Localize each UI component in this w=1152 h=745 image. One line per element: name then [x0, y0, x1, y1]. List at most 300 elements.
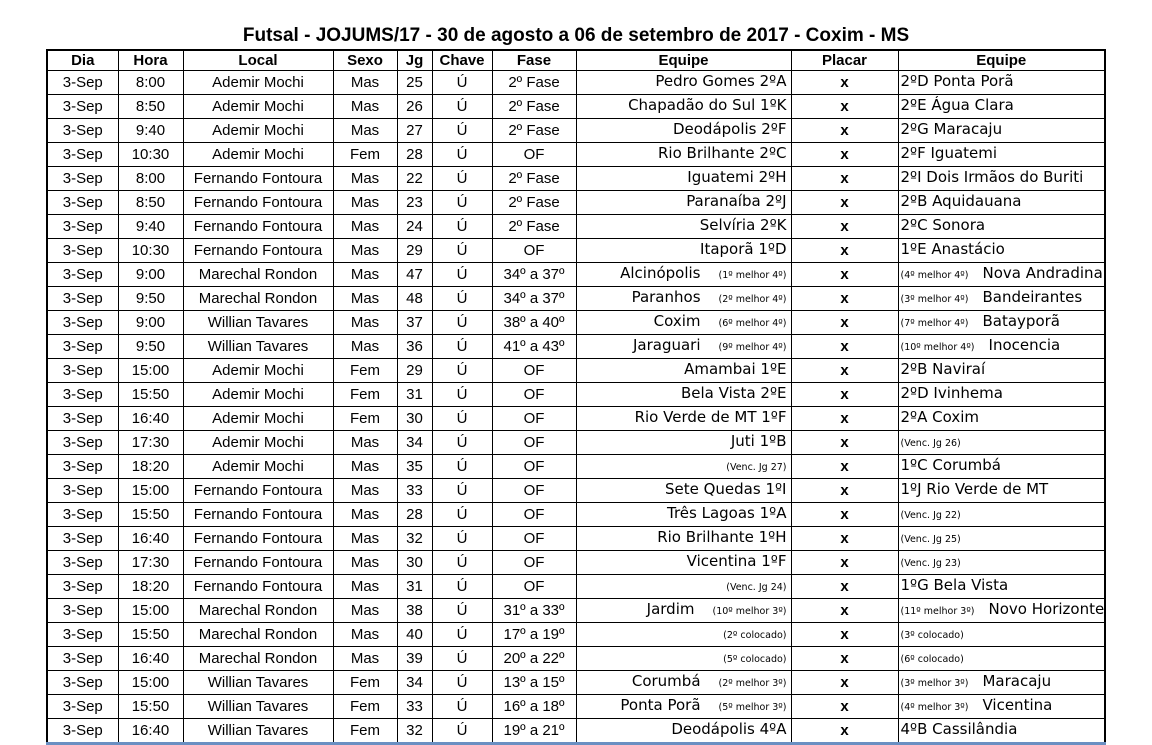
cell-chave: Ú [432, 383, 492, 407]
team-1-name: Paranaíba 2ºJ [686, 192, 787, 210]
cell-chave: Ú [432, 95, 492, 119]
team-2-name: 2ºB Naviraí [900, 360, 986, 378]
cell-local: Fernando Fontoura [183, 527, 333, 551]
cell-equipe-2 [898, 287, 1105, 311]
cell-chave: Ú [432, 215, 492, 239]
cell-fase: 20º a 22º [492, 647, 576, 671]
cell-jg: 36 [397, 335, 432, 359]
cell-sexo: Mas [333, 479, 397, 503]
cell-jg: 40 [397, 623, 432, 647]
cell-chave: Ú [432, 335, 492, 359]
cell-placar: x [791, 431, 898, 455]
team-2-seed: (4º melhor 3º) [900, 702, 969, 713]
cell-sexo: Fem [333, 359, 397, 383]
cell-hora: 15:50 [118, 503, 183, 527]
cell-local: Fernando Fontoura [183, 551, 333, 575]
table-row [47, 287, 1105, 311]
cell-chave: Ú [432, 431, 492, 455]
team-1-seed: (10º melhor 3º) [712, 606, 787, 617]
cell-fase: 2º Fase [492, 215, 576, 239]
table-row [47, 311, 1105, 335]
cell-hora: 10:30 [118, 239, 183, 263]
cell-equipe-2 [898, 143, 1105, 167]
team-2-seed: (3º melhor 3º) [900, 678, 969, 689]
team-1-seed: (5º melhor 3º) [718, 702, 787, 713]
cell-dia: 3-Sep [47, 623, 118, 647]
cell-local: Willian Tavares [183, 695, 333, 719]
cell-equipe-2 [898, 71, 1105, 95]
cell-sexo: Mas [333, 335, 397, 359]
team-1-name: Itaporã 1ºD [700, 240, 787, 258]
team-2-seed: (3º colocado) [900, 630, 964, 641]
cell-dia: 3-Sep [47, 671, 118, 695]
cell-local: Fernando Fontoura [183, 167, 333, 191]
team-2-seed: (6º colocado) [900, 654, 964, 665]
cell-local: Ademir Mochi [183, 71, 333, 95]
cell-dia: 3-Sep [47, 263, 118, 287]
team-2-seed: (4º melhor 4º) [900, 270, 969, 281]
cell-hora: 15:50 [118, 383, 183, 407]
cell-jg: 24 [397, 215, 432, 239]
cell-sexo: Fem [333, 143, 397, 167]
cell-equipe-2 [898, 191, 1105, 215]
team-1-name: Selvíria 2ºK [699, 216, 787, 234]
cell-sexo: Mas [333, 647, 397, 671]
cell-equipe-2 [898, 383, 1105, 407]
cell-equipe-2 [898, 359, 1105, 383]
cell-dia: 3-Sep [47, 311, 118, 335]
team-1-seed: (6º melhor 4º) [718, 318, 787, 329]
cell-sexo: Mas [333, 95, 397, 119]
table-row [47, 407, 1105, 431]
cell-equipe-2 [898, 407, 1105, 431]
cell-jg: 32 [397, 719, 432, 744]
cell-fase: 2º Fase [492, 191, 576, 215]
cell-jg: 26 [397, 95, 432, 119]
cell-placar: x [791, 191, 898, 215]
cell-equipe-1 [576, 527, 791, 551]
cell-local: Ademir Mochi [183, 407, 333, 431]
cell-placar: x [791, 167, 898, 191]
cell-equipe-1 [576, 551, 791, 575]
cell-fase: OF [492, 143, 576, 167]
cell-fase: 17º a 19º [492, 623, 576, 647]
cell-local: Marechal Rondon [183, 599, 333, 623]
cell-dia: 3-Sep [47, 143, 118, 167]
cell-chave: Ú [432, 479, 492, 503]
table-row [47, 191, 1105, 215]
schedule-body [47, 71, 1105, 744]
cell-hora: 16:40 [118, 719, 183, 744]
cell-placar: x [791, 695, 898, 719]
cell-chave: Ú [432, 599, 492, 623]
cell-hora: 17:30 [118, 551, 183, 575]
team-1-name: Bela Vista 2ºE [681, 384, 787, 402]
team-1-name: Pedro Gomes 2ºA [655, 72, 787, 90]
cell-hora: 16:40 [118, 407, 183, 431]
team-2-seed: (7º melhor 4º) [900, 318, 969, 329]
cell-sexo: Fem [333, 407, 397, 431]
cell-placar: x [791, 71, 898, 95]
cell-placar: x [791, 575, 898, 599]
cell-fase: 2º Fase [492, 167, 576, 191]
team-2-name: 1ºE Anastácio [900, 240, 1005, 258]
cell-local: Marechal Rondon [183, 623, 333, 647]
cell-placar: x [791, 503, 898, 527]
table-row [47, 551, 1105, 575]
cell-hora: 9:50 [118, 287, 183, 311]
cell-hora: 9:50 [118, 335, 183, 359]
cell-jg: 25 [397, 71, 432, 95]
cell-fase: 31º a 33º [492, 599, 576, 623]
team-2-name: 1ºJ Rio Verde de MT [900, 480, 1049, 498]
cell-equipe-1 [576, 311, 791, 335]
header-sexo: Sexo [333, 50, 397, 71]
table-row [47, 719, 1105, 744]
cell-placar: x [791, 407, 898, 431]
cell-fase: OF [492, 455, 576, 479]
cell-sexo: Mas [333, 239, 397, 263]
team-1-name: Sete Quedas 1ºI [664, 480, 787, 498]
team-2-name: 2ºD Ponta Porã [900, 72, 1014, 90]
team-1-name: Iguatemi 2ºH [687, 168, 787, 186]
cell-placar: x [791, 527, 898, 551]
cell-hora: 15:00 [118, 599, 183, 623]
cell-equipe-1 [576, 167, 791, 191]
cell-dia: 3-Sep [47, 503, 118, 527]
cell-fase: 34º a 37º [492, 263, 576, 287]
cell-dia: 3-Sep [47, 239, 118, 263]
cell-hora: 8:00 [118, 71, 183, 95]
header-equipe-1: Equipe [576, 50, 791, 71]
cell-equipe-2 [898, 431, 1105, 455]
cell-chave: Ú [432, 527, 492, 551]
team-1-name: Rio Brilhante 1ºH [657, 528, 787, 546]
team-2-name: 4ºB Cassilândia [900, 720, 1018, 738]
cell-local: Fernando Fontoura [183, 215, 333, 239]
team-1-name: Rio Verde de MT 1ºF [634, 408, 787, 426]
table-row [47, 383, 1105, 407]
cell-equipe-1 [576, 695, 791, 719]
cell-placar: x [791, 215, 898, 239]
team-2-name: Vicentina [982, 696, 1053, 714]
team-1-name: Corumbá [631, 672, 701, 690]
cell-dia: 3-Sep [47, 287, 118, 311]
cell-equipe-2 [898, 455, 1105, 479]
table-row [47, 119, 1105, 143]
table-row [47, 575, 1105, 599]
cell-chave: Ú [432, 167, 492, 191]
cell-equipe-1 [576, 263, 791, 287]
cell-equipe-1 [576, 407, 791, 431]
cell-local: Ademir Mochi [183, 95, 333, 119]
team-2-name: 2ºI Dois Irmãos do Buriti [900, 168, 1084, 186]
cell-sexo: Fem [333, 671, 397, 695]
cell-equipe-2 [898, 575, 1105, 599]
cell-jg: 30 [397, 407, 432, 431]
team-1-name: Três Lagoas 1ºA [666, 504, 787, 522]
header-fase: Fase [492, 50, 576, 71]
cell-hora: 9:40 [118, 119, 183, 143]
team-2-name: 2ºD Ivinhema [900, 384, 1003, 402]
cell-fase: OF [492, 479, 576, 503]
cell-equipe-1 [576, 431, 791, 455]
team-1-seed: (5º colocado) [723, 654, 787, 665]
cell-placar: x [791, 335, 898, 359]
cell-jg: 22 [397, 167, 432, 191]
cell-dia: 3-Sep [47, 383, 118, 407]
cell-dia: 3-Sep [47, 551, 118, 575]
cell-fase: OF [492, 527, 576, 551]
cell-equipe-2 [898, 119, 1105, 143]
cell-equipe-1 [576, 119, 791, 143]
cell-sexo: Mas [333, 431, 397, 455]
table-row [47, 599, 1105, 623]
team-1-name: Alcinópolis [620, 264, 701, 282]
cell-equipe-1 [576, 71, 791, 95]
cell-equipe-1 [576, 239, 791, 263]
team-2-name: 2ºA Coxim [900, 408, 979, 426]
cell-local: Ademir Mochi [183, 455, 333, 479]
cell-chave: Ú [432, 311, 492, 335]
cell-equipe-2 [898, 623, 1105, 647]
header-local: Local [183, 50, 333, 71]
cell-equipe-1 [576, 287, 791, 311]
cell-dia: 3-Sep [47, 479, 118, 503]
cell-equipe-2 [898, 239, 1105, 263]
cell-local: Ademir Mochi [183, 383, 333, 407]
page-title: Futsal - JOJUMS/17 - 30 de agosto a 06 de setembro de 2017 - Coxim - MS [242, 25, 910, 46]
team-1-name: Jardim [646, 600, 695, 618]
cell-local: Willian Tavares [183, 335, 333, 359]
cell-fase: OF [492, 551, 576, 575]
team-2-seed: (10º melhor 4º) [900, 342, 975, 353]
cell-chave: Ú [432, 503, 492, 527]
cell-hora: 8:50 [118, 95, 183, 119]
cell-local: Ademir Mochi [183, 431, 333, 455]
cell-sexo: Mas [333, 215, 397, 239]
team-2-name: Novo Horizonte [988, 600, 1105, 618]
team-2-name: 2ºG Maracaju [900, 120, 1003, 138]
cell-fase: 2º Fase [492, 71, 576, 95]
cell-chave: Ú [432, 695, 492, 719]
team-1-name: Amambai 1ºE [684, 360, 787, 378]
cell-hora: 18:20 [118, 575, 183, 599]
cell-placar: x [791, 383, 898, 407]
team-1-name: Juti 1ºB [730, 432, 787, 450]
cell-fase: OF [492, 431, 576, 455]
team-1-seed: (1º melhor 4º) [718, 270, 787, 281]
cell-sexo: Mas [333, 311, 397, 335]
cell-jg: 48 [397, 287, 432, 311]
cell-equipe-2 [898, 527, 1105, 551]
team-2-name: Nova Andradina [982, 264, 1103, 282]
cell-sexo: Mas [333, 71, 397, 95]
cell-local: Fernando Fontoura [183, 503, 333, 527]
cell-placar: x [791, 311, 898, 335]
header-equipe-2: Equipe [898, 50, 1105, 71]
cell-jg: 31 [397, 575, 432, 599]
cell-equipe-1 [576, 383, 791, 407]
cell-jg: 39 [397, 647, 432, 671]
team-2-seed: (11º melhor 3º) [900, 606, 975, 617]
cell-dia: 3-Sep [47, 215, 118, 239]
table-row [47, 359, 1105, 383]
cell-equipe-2 [898, 551, 1105, 575]
cell-equipe-1 [576, 575, 791, 599]
header-chave: Chave [432, 50, 492, 71]
cell-chave: Ú [432, 143, 492, 167]
cell-equipe-2 [898, 695, 1105, 719]
cell-equipe-2 [898, 263, 1105, 287]
table-row [47, 167, 1105, 191]
cell-dia: 3-Sep [47, 575, 118, 599]
cell-jg: 38 [397, 599, 432, 623]
cell-dia: 3-Sep [47, 71, 118, 95]
cell-equipe-1 [576, 599, 791, 623]
cell-fase: OF [492, 383, 576, 407]
table-row [47, 647, 1105, 671]
cell-equipe-2 [898, 479, 1105, 503]
table-row [47, 623, 1105, 647]
cell-sexo: Mas [333, 191, 397, 215]
team-1-seed: (9º melhor 4º) [718, 342, 787, 353]
cell-dia: 3-Sep [47, 647, 118, 671]
team-1-seed: (Venc. Jg 27) [726, 462, 787, 473]
cell-hora: 15:00 [118, 359, 183, 383]
cell-jg: 28 [397, 503, 432, 527]
cell-hora: 8:50 [118, 191, 183, 215]
cell-hora: 18:20 [118, 455, 183, 479]
cell-equipe-1 [576, 455, 791, 479]
team-2-name: Bandeirantes [982, 288, 1083, 306]
cell-dia: 3-Sep [47, 695, 118, 719]
cell-jg: 29 [397, 239, 432, 263]
cell-chave: Ú [432, 119, 492, 143]
cell-chave: Ú [432, 455, 492, 479]
cell-local: Fernando Fontoura [183, 479, 333, 503]
team-2-name: Inocencia [988, 336, 1061, 354]
cell-dia: 3-Sep [47, 95, 118, 119]
cell-equipe-1 [576, 95, 791, 119]
cell-fase: 41º a 43º [492, 335, 576, 359]
cell-equipe-1 [576, 191, 791, 215]
table-row [47, 671, 1105, 695]
cell-placar: x [791, 599, 898, 623]
cell-fase: OF [492, 575, 576, 599]
cell-dia: 3-Sep [47, 431, 118, 455]
cell-sexo: Mas [333, 623, 397, 647]
cell-placar: x [791, 239, 898, 263]
team-1-seed: (2º melhor 3º) [718, 678, 787, 689]
cell-jg: 32 [397, 527, 432, 551]
team-2-seed: (Venc. Jg 22) [900, 510, 961, 521]
team-1-seed: (2º melhor 4º) [718, 294, 787, 305]
cell-local: Willian Tavares [183, 719, 333, 744]
cell-fase: OF [492, 503, 576, 527]
header-placar: Placar [791, 50, 898, 71]
cell-local: Ademir Mochi [183, 119, 333, 143]
team-2-seed: (Venc. Jg 26) [900, 438, 961, 449]
cell-sexo: Fem [333, 719, 397, 744]
team-2-name: 1ºG Bela Vista [900, 576, 1009, 594]
table-row [47, 431, 1105, 455]
team-1-name: Jaraguari [632, 336, 701, 354]
cell-fase: 2º Fase [492, 119, 576, 143]
cell-dia: 3-Sep [47, 719, 118, 744]
team-2-name: 1ºC Corumbá [900, 456, 1002, 474]
cell-placar: x [791, 95, 898, 119]
cell-chave: Ú [432, 575, 492, 599]
cell-equipe-2 [898, 215, 1105, 239]
cell-sexo: Mas [333, 503, 397, 527]
cell-sexo: Mas [333, 455, 397, 479]
table-row [47, 71, 1105, 95]
cell-equipe-2 [898, 503, 1105, 527]
cell-equipe-1 [576, 335, 791, 359]
header-hora: Hora [118, 50, 183, 71]
team-1-name: Rio Brilhante 2ºC [658, 144, 787, 162]
cell-equipe-2 [898, 335, 1105, 359]
cell-fase: OF [492, 359, 576, 383]
cell-equipe-1 [576, 647, 791, 671]
cell-sexo: Fem [333, 695, 397, 719]
cell-equipe-1 [576, 215, 791, 239]
cell-chave: Ú [432, 359, 492, 383]
cell-sexo: Mas [333, 287, 397, 311]
cell-fase: 2º Fase [492, 95, 576, 119]
cell-fase: 13º a 15º [492, 671, 576, 695]
cell-fase: OF [492, 407, 576, 431]
team-2-name: 2ºF Iguatemi [900, 144, 998, 162]
cell-equipe-2 [898, 311, 1105, 335]
cell-chave: Ú [432, 287, 492, 311]
team-2-name: 2ºE Água Clara [900, 96, 1014, 114]
team-2-seed: (3º melhor 4º) [900, 294, 969, 305]
team-2-name: Maracaju [982, 672, 1052, 690]
header-row [47, 50, 1105, 71]
cell-dia: 3-Sep [47, 359, 118, 383]
team-1-name: Coxim [653, 312, 701, 330]
table-row [47, 455, 1105, 479]
cell-hora: 16:40 [118, 527, 183, 551]
cell-local: Willian Tavares [183, 311, 333, 335]
cell-jg: 34 [397, 671, 432, 695]
cell-sexo: Mas [333, 551, 397, 575]
cell-placar: x [791, 287, 898, 311]
cell-equipe-2 [898, 647, 1105, 671]
cell-equipe-1 [576, 719, 791, 744]
cell-equipe-2 [898, 95, 1105, 119]
cell-equipe-1 [576, 479, 791, 503]
table-row [47, 335, 1105, 359]
team-1-name: Deodápolis 2ºF [672, 120, 787, 138]
cell-jg: 27 [397, 119, 432, 143]
table-row [47, 527, 1105, 551]
cell-jg: 33 [397, 695, 432, 719]
team-1-name: Chapadão do Sul 1ºK [628, 96, 787, 114]
cell-placar: x [791, 719, 898, 744]
cell-fase: 38º a 40º [492, 311, 576, 335]
cell-hora: 15:50 [118, 623, 183, 647]
cell-hora: 8:00 [118, 167, 183, 191]
cell-equipe-1 [576, 671, 791, 695]
cell-jg: 33 [397, 479, 432, 503]
cell-equipe-2 [898, 671, 1105, 695]
cell-sexo: Fem [333, 383, 397, 407]
cell-sexo: Mas [333, 119, 397, 143]
cell-placar: x [791, 671, 898, 695]
